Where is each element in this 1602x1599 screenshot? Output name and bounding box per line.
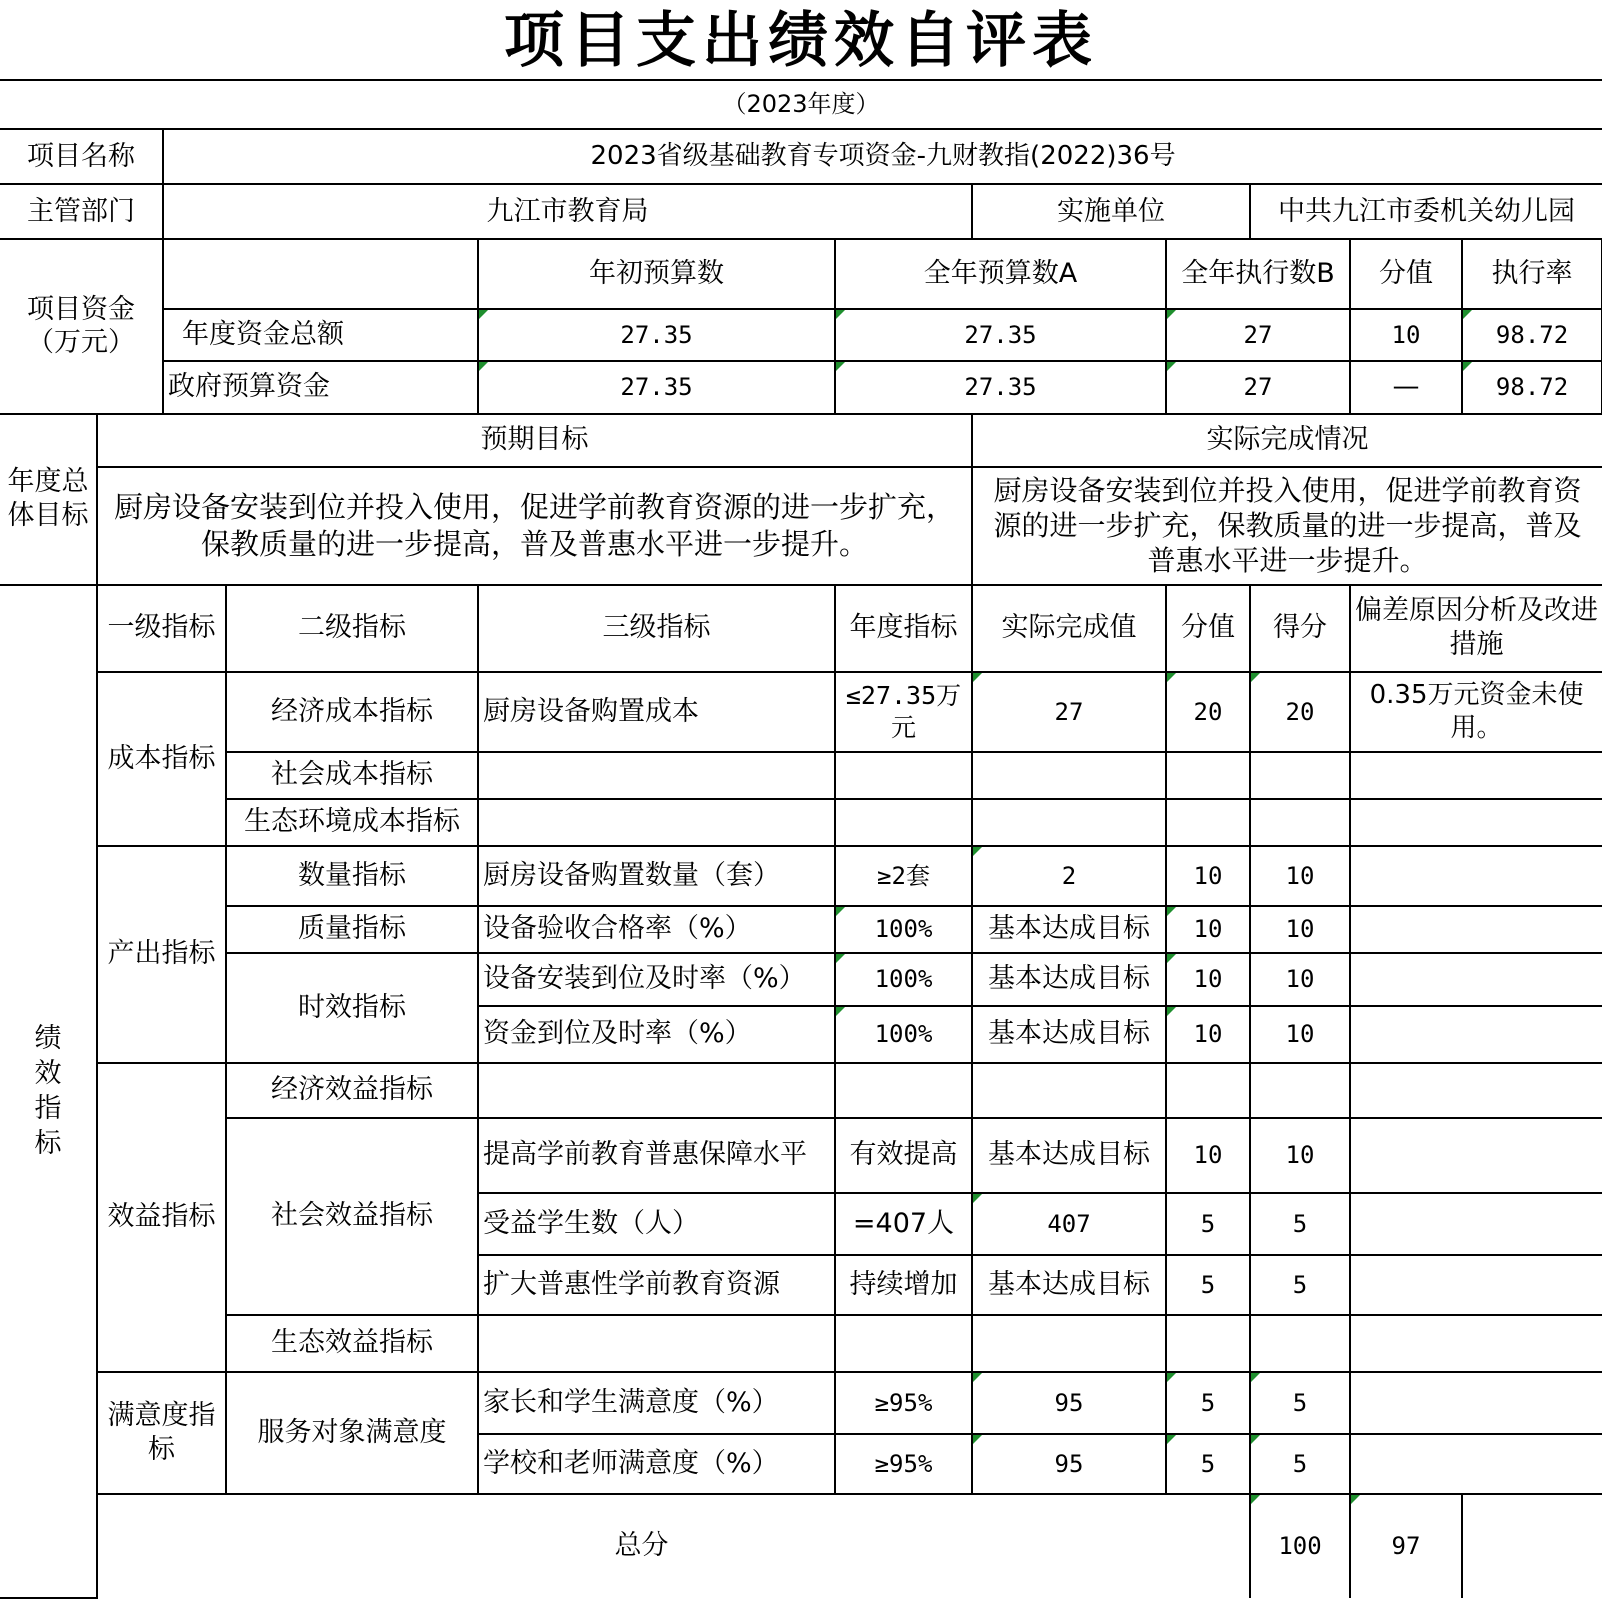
l3-cell: 扩大普惠性学前教育资源 [478,1255,835,1315]
header-l1: 一级指标 [97,585,226,672]
actual-cell: 27 [972,672,1166,752]
total-score: 97 [1350,1494,1462,1598]
page-title: 项目支出绩效自评表 [504,6,1098,76]
points-cell: 5 [1166,1255,1250,1315]
actual-cell: 基本达成目标 [972,953,1166,1006]
funds-exec: 27 [1166,309,1350,361]
score-cell: 10 [1250,906,1350,953]
indicators-header-row [0,585,1602,672]
funds-points: 10 [1350,309,1462,361]
group-output: 产出指标 [97,846,226,1063]
deviation-cell [1350,1434,1602,1494]
goals-header-row [0,414,1602,467]
group-benefit: 效益指标 [97,1063,226,1372]
goals-expected: 厨房设备安装到位并投入使用，促进学前教育资源的进一步扩充，保教质量的进一步提高，普及普惠水平进一步提升。 [97,467,972,585]
funds-annual: 27.35 [835,309,1166,361]
target-cell [835,1063,972,1118]
goals-label: 年度总体目标 [0,414,97,585]
indicator-row [0,1315,1602,1372]
points-cell: 10 [1166,1006,1250,1063]
funds-initial: 27.35 [478,361,835,414]
score-cell: 5 [1250,1372,1350,1434]
l2-cell: 质量指标 [226,906,478,953]
target-cell: 100% [835,906,972,953]
l2-cell: 社会成本指标 [226,752,478,799]
l3-cell: 受益学生数（人） [478,1193,835,1255]
funds-points: — [1350,361,1462,414]
deviation-cell [1350,1118,1602,1193]
points-cell: 10 [1166,906,1250,953]
target-cell: =407人 [835,1193,972,1255]
deviation-cell [1350,752,1602,799]
department-value: 九江市教育局 [163,184,972,239]
actual-cell [972,752,1166,799]
deviation-cell [1350,1006,1602,1063]
deviation-cell [1350,906,1602,953]
actual-cell: 2 [972,846,1166,906]
deviation-cell [1350,1372,1602,1434]
evaluation-table [0,128,1602,1599]
points-cell: 10 [1166,1118,1250,1193]
target-cell: ≥95% [835,1434,972,1494]
funds-row-label: 年度资金总额 [163,309,478,361]
header-points: 分值 [1166,585,1250,672]
funds-header-annual: 全年预算数A [835,239,1166,309]
score-cell: 5 [1250,1193,1350,1255]
funds-rate: 98.72 [1462,361,1602,414]
points-cell: 20 [1166,672,1250,752]
indicator-row [0,799,1602,846]
indicator-row [0,1118,1602,1193]
score-cell [1250,752,1350,799]
l2-cell: 生态效益指标 [226,1315,478,1372]
score-cell: 20 [1250,672,1350,752]
funds-header-initial: 年初预算数 [478,239,835,309]
points-cell: 5 [1166,1372,1250,1434]
deviation-cell [1350,1255,1602,1315]
target-cell: ≥2套 [835,846,972,906]
total-points: 100 [1250,1494,1350,1598]
header-l3: 三级指标 [478,585,835,672]
implementer-label: 实施单位 [972,184,1250,239]
actual-cell [972,1315,1166,1372]
funds-exec: 27 [1166,361,1350,414]
actual-cell: 407 [972,1193,1166,1255]
points-cell [1166,752,1250,799]
indicator-row [0,672,1602,752]
funds-row-total [0,309,1602,361]
actual-cell: 95 [972,1434,1166,1494]
total-deviation [1462,1494,1602,1598]
points-cell: 10 [1166,953,1250,1006]
funds-row-gov [0,361,1602,414]
target-cell: 100% [835,1006,972,1063]
l3-cell [478,1315,835,1372]
project-row [0,129,1602,184]
l2-cell: 服务对象满意度 [226,1372,478,1494]
deviation-cell [1350,799,1602,846]
points-cell: 10 [1166,846,1250,906]
l2-cell: 经济成本指标 [226,672,478,752]
target-cell [835,799,972,846]
score-cell: 10 [1250,953,1350,1006]
goals-content-row [0,467,1602,585]
header-actual: 实际完成值 [972,585,1166,672]
l3-cell: 学校和老师满意度（%） [478,1434,835,1494]
actual-cell: 基本达成目标 [972,1118,1166,1193]
funds-initial: 27.35 [478,309,835,361]
funds-header-rate: 执行率 [1462,239,1602,309]
deviation-cell [1350,1193,1602,1255]
project-name-value: 2023省级基础教育专项资金-九财教指(2022)36号 [163,129,1602,184]
department-row [0,184,1602,239]
l3-cell [478,752,835,799]
funds-row-label: 政府预算资金 [163,361,478,414]
score-cell [1250,799,1350,846]
points-cell: 5 [1166,1193,1250,1255]
indicator-row [0,1372,1602,1434]
funds-rate: 98.72 [1462,309,1602,361]
l2-cell: 社会效益指标 [226,1118,478,1315]
group-cost: 成本指标 [97,672,226,846]
l3-cell: 提高学前教育普惠保障水平 [478,1118,835,1193]
points-cell [1166,1315,1250,1372]
actual-cell: 95 [972,1372,1166,1434]
actual-cell: 基本达成目标 [972,906,1166,953]
deviation-cell [1350,1315,1602,1372]
target-cell: 有效提高 [835,1118,972,1193]
target-cell: 持续增加 [835,1255,972,1315]
actual-cell [972,1063,1166,1118]
l3-cell: 厨房设备购置数量（套） [478,846,835,906]
goals-expected-header: 预期目标 [97,414,972,467]
department-label: 主管部门 [0,184,163,239]
score-cell: 10 [1250,1118,1350,1193]
deviation-cell [1350,846,1602,906]
group-satisfaction: 满意度指标 [97,1372,226,1494]
goals-actual-header: 实际完成情况 [972,414,1602,467]
year-label: （2023年度） [722,90,880,118]
score-cell [1250,1315,1350,1372]
l3-cell [478,799,835,846]
header-score: 得分 [1250,585,1350,672]
indicator-row [0,752,1602,799]
points-cell [1166,799,1250,846]
l3-cell: 资金到位及时率（%） [478,1006,835,1063]
score-cell [1250,1063,1350,1118]
score-cell: 5 [1250,1434,1350,1494]
l3-cell: 设备安装到位及时率（%） [478,953,835,1006]
project-name-label: 项目名称 [0,129,163,184]
target-cell [835,752,972,799]
indicator-row [0,846,1602,906]
funds-corner [163,239,478,309]
funds-header-row [0,239,1602,309]
score-cell: 5 [1250,1255,1350,1315]
l2-cell: 经济效益指标 [226,1063,478,1118]
total-label: 总分 [97,1494,1250,1598]
target-cell: 100% [835,953,972,1006]
deviation-cell [1350,953,1602,1006]
points-cell [1166,1063,1250,1118]
score-cell: 10 [1250,846,1350,906]
implementer-value: 中共九江市委机关幼儿园 [1250,184,1602,239]
l3-cell: 厨房设备购置成本 [478,672,835,752]
funds-header-points: 分值 [1350,239,1462,309]
total-row [0,1494,1602,1598]
actual-cell: 基本达成目标 [972,1006,1166,1063]
target-cell [835,1315,972,1372]
indicator-row [0,953,1602,1006]
indicator-row [0,1063,1602,1118]
header-deviation: 偏差原因分析及改进措施 [1350,585,1602,672]
actual-cell: 基本达成目标 [972,1255,1166,1315]
header-target: 年度指标 [835,585,972,672]
l2-cell: 生态环境成本指标 [226,799,478,846]
deviation-cell: 0.35万元资金未使用。 [1350,672,1602,752]
deviation-cell [1350,1063,1602,1118]
funds-label: 项目资金（万元） [0,239,163,414]
l2-cell: 时效指标 [226,953,478,1063]
l2-cell: 数量指标 [226,846,478,906]
points-cell: 5 [1166,1434,1250,1494]
funds-header-exec: 全年执行数B [1166,239,1350,309]
l3-cell: 家长和学生满意度（%） [478,1372,835,1434]
l3-cell [478,1063,835,1118]
score-cell: 10 [1250,1006,1350,1063]
indicator-row [0,906,1602,953]
l3-cell: 设备验收合格率（%） [478,906,835,953]
target-cell: ≥95% [835,1372,972,1434]
funds-annual: 27.35 [835,361,1166,414]
goals-actual: 厨房设备安装到位并投入使用，促进学前教育资源的进一步扩充，保教质量的进一步提高，普及普惠水平进一步提升。 [972,467,1602,585]
target-cell: ≤27.35万元 [835,672,972,752]
header-l2: 二级指标 [226,585,478,672]
actual-cell [972,799,1166,846]
indicators-label: 绩效指标 [0,585,97,1598]
